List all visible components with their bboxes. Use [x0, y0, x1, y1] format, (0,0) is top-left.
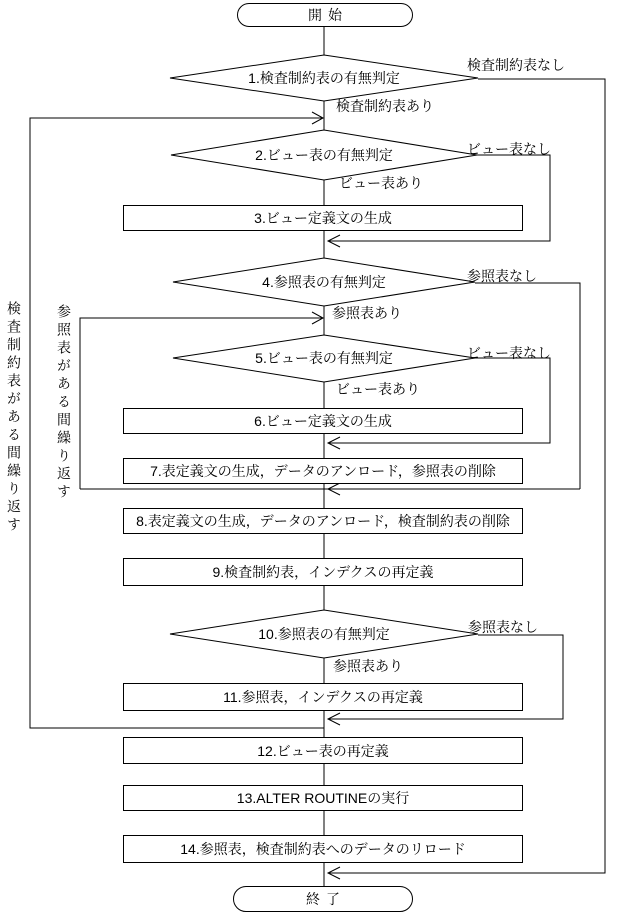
end-terminal: 終了: [233, 886, 413, 912]
branch-label-d1-no: 検査制約表なし: [467, 57, 565, 73]
branch-label-d10-no: 参照表なし: [468, 619, 538, 635]
inner-loop-label: 参照表がある間繰り返す: [56, 304, 72, 502]
branch-label-d5-no: ビュー表なし: [467, 345, 551, 361]
process-3-box: 3.ビュー定義文の生成: [123, 205, 523, 231]
decision-10-label: 10.参照表の有無判定: [258, 626, 390, 642]
process-13-box: 13.ALTER ROUTINEの実行: [123, 785, 523, 811]
branch-label-d5-yes: ビュー表あり: [336, 381, 420, 397]
branch-label-d2-no: ビュー表なし: [467, 141, 551, 157]
branch-label-d10-yes: 参照表あり: [333, 658, 403, 674]
decision-4-label: 4.参照表の有無判定: [262, 274, 386, 290]
decision-2-label: 2.ビュー表の有無判定: [255, 147, 393, 163]
decision-5-label: 5.ビュー表の有無判定: [255, 350, 393, 366]
process-7-box: 7.表定義文の生成，データのアンロード，参照表の削除: [123, 458, 523, 484]
process-14-box: 14.参照表，検査制約表へのデータのリロード: [123, 835, 523, 863]
process-9-box: 9.検査制約表，インデクスの再定義: [123, 558, 523, 586]
branch-label-d2-yes: ビュー表あり: [339, 175, 423, 191]
outer-loop-label: 検査制約表がある間繰り返す: [6, 301, 22, 535]
process-12-box: 12.ビュー表の再定義: [123, 737, 523, 764]
branch-label-d1-yes: 検査制約表あり: [336, 98, 434, 114]
process-11-box: 11.参照表，インデクスの再定義: [123, 683, 523, 711]
branch-label-d4-yes: 参照表あり: [332, 305, 402, 321]
start-terminal: 開始: [237, 3, 413, 27]
process-8-box: 8.表定義文の生成，データのアンロード，検査制約表の削除: [123, 508, 523, 534]
decision-1-label: 1.検査制約表の有無判定: [248, 70, 400, 86]
branch-label-d4-no: 参照表なし: [467, 268, 537, 284]
process-6-box: 6.ビュー定義文の生成: [123, 408, 523, 434]
